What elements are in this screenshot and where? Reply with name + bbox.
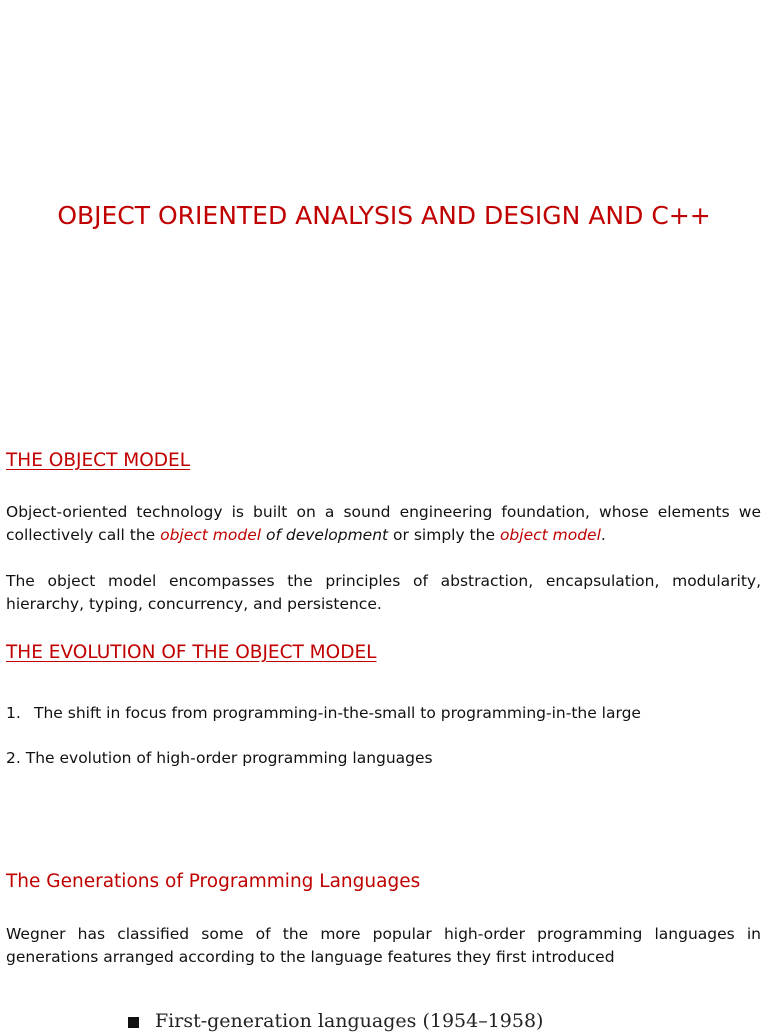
list-item-number: 2. bbox=[6, 749, 21, 767]
list-item bbox=[6, 702, 641, 725]
heading-object-model: THE OBJECT MODEL bbox=[6, 450, 191, 471]
list-item-text: The evolution of high-order programming languages bbox=[25, 749, 433, 767]
document-title: OBJECT ORIENTED ANALYSIS AND DESIGN AND C++ bbox=[57, 201, 711, 230]
list-item-number: 1. bbox=[6, 704, 21, 722]
generation-bullet-text: First-generation languages (1954–1958) bbox=[155, 1010, 544, 1032]
heading-evolution: THE EVOLUTION OF THE OBJECT MODEL bbox=[6, 642, 377, 663]
paragraph-object-model-intro bbox=[6, 501, 761, 547]
intro-text-of-development: of development bbox=[261, 526, 389, 544]
paragraph-object-model-principles: The object model encompasses the principles of abstraction, encapsulation, modularity, hierarchy, typing, concurrency, and persistence. bbox=[6, 572, 761, 613]
intro-text-4: . bbox=[600, 526, 606, 544]
square-bullet-icon bbox=[128, 1017, 139, 1028]
paragraph-generations: Wegner has classified some of the more popular high-order programming languages in generations arranged according to the language features they first introduced bbox=[6, 925, 761, 966]
intro-text-3: or simply the bbox=[388, 526, 500, 544]
generation-bullet-item bbox=[128, 1010, 543, 1032]
intro-text-1: Object-oriented technology is built on a sound engineering foundation, whose elements we collectively call the bbox=[6, 503, 761, 544]
heading-generations: The Generations of Programming Languages bbox=[6, 871, 421, 892]
list-item-text: The shift in focus from programming-in-the-small to programming-in-the large bbox=[34, 704, 641, 722]
intro-highlight-object-model-1: object model bbox=[160, 526, 262, 544]
list-item bbox=[6, 747, 433, 770]
intro-highlight-object-model-2: object model bbox=[499, 526, 601, 544]
